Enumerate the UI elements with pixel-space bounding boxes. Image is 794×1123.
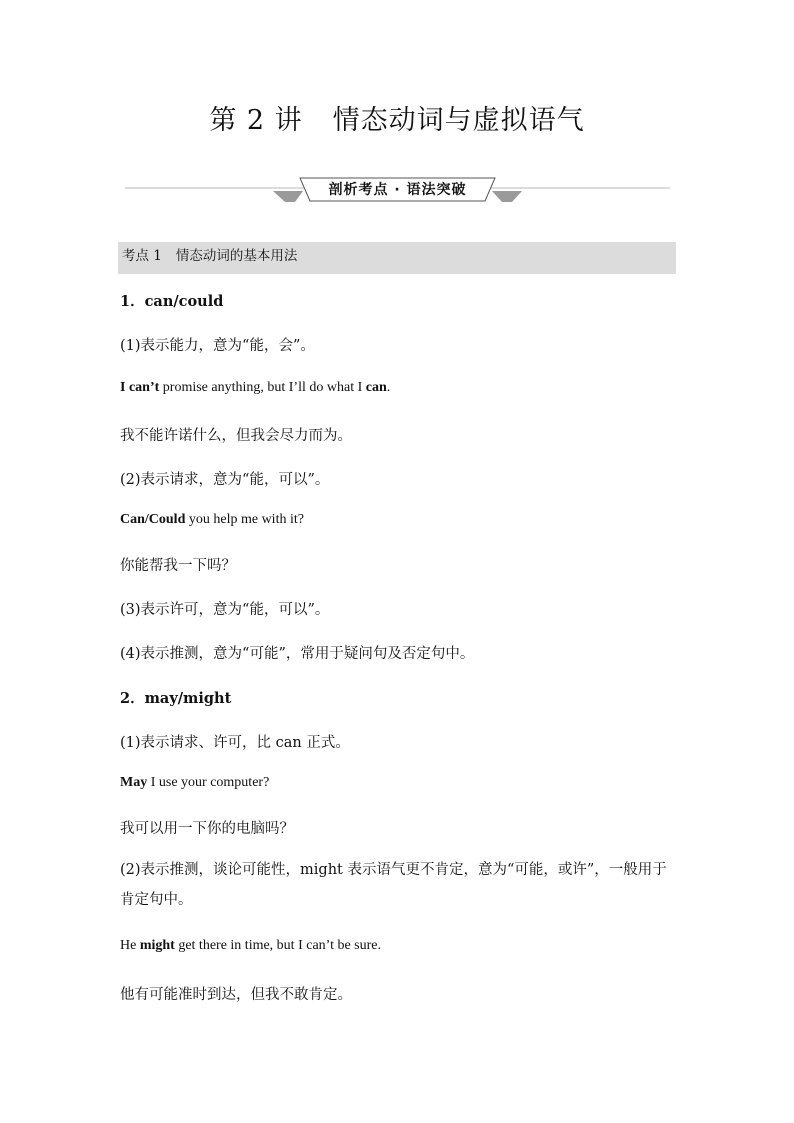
example-sentence-3: May I use your computer? <box>120 775 270 790</box>
banner-text: 剖析考点 · 语法突破 <box>328 182 467 198</box>
heading-may-might: 2．may/might <box>120 690 232 707</box>
point-can-permission: (3)表示许可，意为“能，可以”。 <box>120 602 330 618</box>
section-label: 考点 1 <box>122 248 162 264</box>
example-sentence-2: Can/Could you help me with it? <box>120 512 304 527</box>
heading-can-could: 1．can/could <box>120 293 224 310</box>
translation-3: 我可以用一下你的电脑吗？ <box>120 821 294 837</box>
lecture-title: 情态动词与虚拟语气 <box>332 105 585 136</box>
page-title <box>0 98 794 137</box>
example-sentence-4: He might get there in time, but I can’t be sure. <box>120 938 381 953</box>
lecture-number: 第 2 讲 <box>209 105 303 136</box>
translation-2: 你能帮我一下吗？ <box>120 558 236 574</box>
translation-1: 我不能许诺什么，但我会尽力而为。 <box>120 428 352 444</box>
example-sentence-1: I can’t promise anything, but I’ll do what I can. <box>120 380 391 395</box>
point-can-speculation: (4)表示推测，意为“可能”，常用于疑问句及否定句中。 <box>120 646 475 662</box>
section-title: 情态动词的基本用法 <box>175 248 298 264</box>
point-can-request: (2)表示请求，意为“能，可以”。 <box>120 472 330 488</box>
point-may-speculation: (2)表示推测，谈论可能性，might 表示语气更不肯定，意为“可能，或许”，一般用于肯定句中。 <box>120 862 667 908</box>
translation-4: 他有可能准时到达，但我不敢肯定。 <box>120 987 352 1003</box>
point-can-ability: (1)表示能力，意为“能，会”。 <box>120 338 315 354</box>
section-banner <box>125 174 670 208</box>
point-may-request: (1)表示请求、许可，比 can 正式。 <box>120 735 350 751</box>
section-heading <box>118 242 676 274</box>
